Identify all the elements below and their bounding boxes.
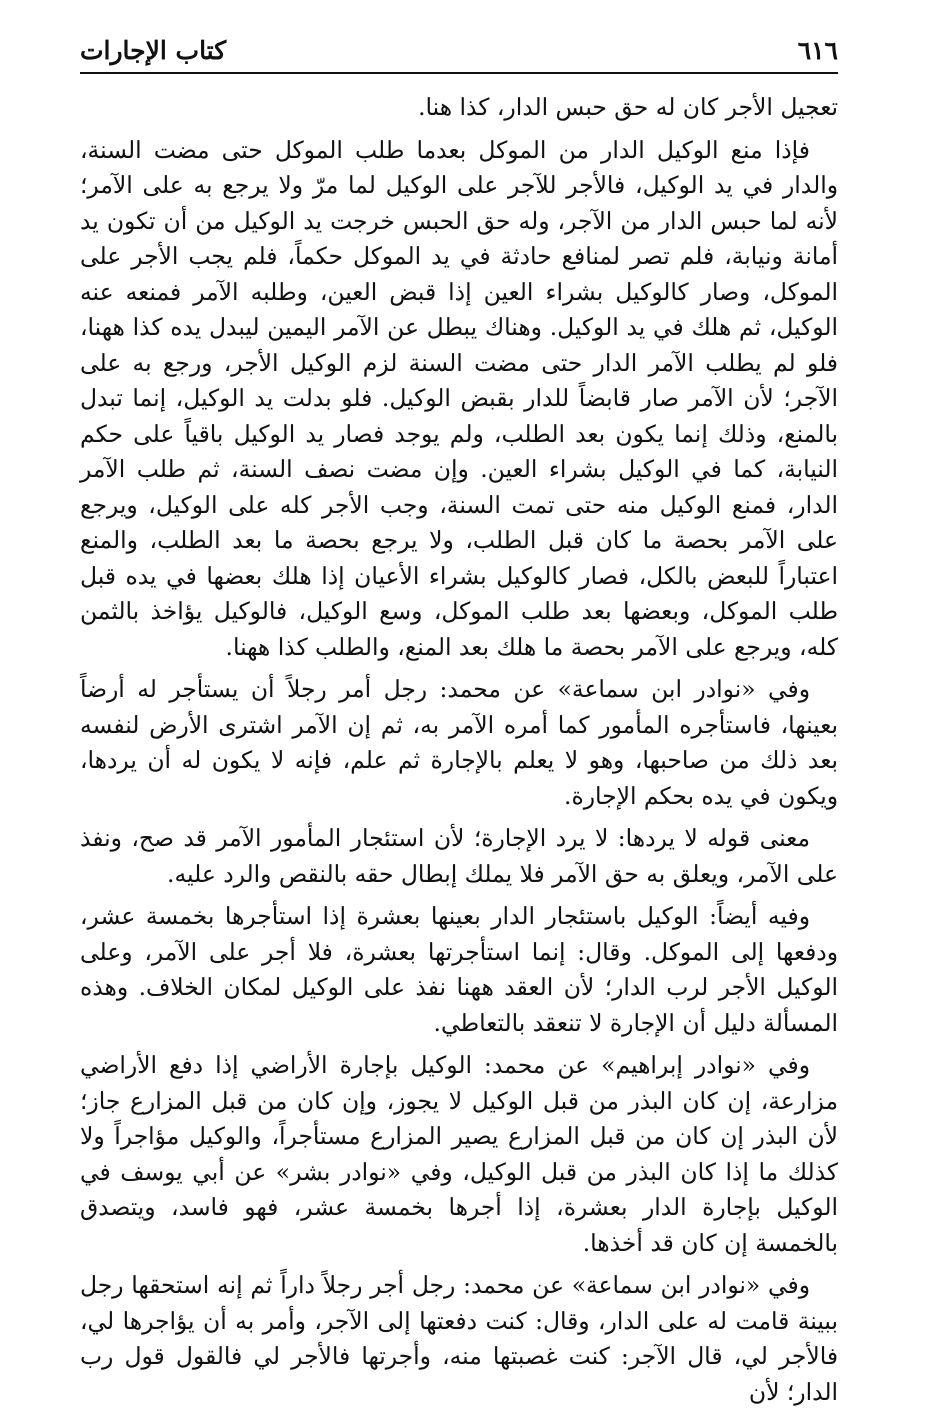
paragraph: وفي «نوادر ابن سماعة» عن محمد: رجل أجر رجلاً داراً ثم إنه استحقها رجل ببينة قامت له على الدار، وقال: كنت دفعتها إلى الآجر، وأمر به أن يؤاجرها لي، فالأجر لي، قال الآجر: كنت غصبتها منه، وأجرتها فالأجر لي فالقول قول رب الدار؛ لأن [80,1271,838,1406]
page-number: ٦١٦ [797,35,838,65]
paragraph: وفي «نوادر ابن سماعة» عن محمد: رجل أمر رجلاً أن يستأجر له أرضاً بعينها، فاستأجره المأمور كما أمره الآمر به، ثم إن الآمر اشترى الأرض لنفسه بعد ذلك من صاحبها، وهو لا يعلم بالإجارة ثم علم، فإنه لا يكون له أن يردها، ويكون في يده بحكم الإجارة. [80,675,838,810]
paragraph: وفي «نوادر إبراهيم» عن محمد: الوكيل بإجارة الأراضي إذا دفع الأراضي مزارعة، إن كان البذر من قبل الوكيل لا يجوز، وإن كان من قبل المزارع جاز؛ لأن البذر إن كان من قبل المزارع يصير المزارع مستأجراً، والوكيل مؤاجراً ولا كذلك ما إذا كان البذر من قبل الوكيل، وفي «نوادر بشر» عن أبي يوسف في الوكيل بإجارة الدار بعشرة، إذا أجرها بخمسة عشر، فهو فاسد، ويتصدق بالخمسة إن كان قد أخذها. [80,1051,838,1257]
page-header [80,28,838,74]
paragraph: وفيه أيضاً: الوكيل باستئجار الدار بعينها بعشرة إذا استأجرها بخمسة عشر، ودفعها إلى الموكل. وقال: إنما استأجرتها بعشرة، فلا أجر على الآمر، وعلى الوكيل الأجر لرب الدار؛ لأن العقد ههنا نفذ على الوكيل لمكان الخلاف. وهذه المسألة دليل أن الإجارة لا تنعقد بالتعاطي. [80,902,838,1037]
paragraph: فإذا منع الوكيل الدار من الموكل بعدما طلب الموكل حتى مضت السنة، والدار في يد الوكيل، فالأجر للآجر على الوكيل لما مرّ ولا يرجع به على الآمر؛ لأنه لما حبس الدار من الآجر، وله حق الحبس خرجت يد الوكيل من أن تكون يد أمانة ونيابة، فلم تصر لمنافع حادثة في يد الموكل حكماً، فلم يجب الأجر على الموكل، وصار كالوكيل بشراء العين إذا قبض العين، وطلبه الآمر فمنعه عنه الوكيل، ثم هلك في يد الوكيل. وهناك يبطل عن الآمر اليمين ليبدل يده كذا ههنا، فلو لم يطلب الآمر الدار حتى مضت السنة لزم الوكيل الأجر، ورجع به على الآجر؛ لأن الآمر صار قابضاً للدار بقبض الوكيل. فلو بدلت يد الوكيل، إنما تبدل بالمنع، وذلك إنما يكون بعد الطلب، ولم يوجد فصار يد الوكيل باقياً على حكم النيابة، كما في الوكيل بشراء العين. وإن مضت نصف السنة، ثم طلب الآمر الدار، فمنع الوكيل منه حتى تمت السنة، وجب الأجر كله على الوكيل، ويرجع على الآمر بحصة ما كان قبل الطلب، ولا يرجع بحصة ما بعد الطلب، والمنع اعتباراً للبعض بالكل، فصار كالوكيل بشراء الأعيان إذا هلك بعضها في يده قبل طلب الموكل، وبعضها بعد طلب الموكل، وسع الوكيل، فالوكيل يؤاخذ بالثمن كله، ويرجع على الآمر بحصة ما هلك بعد المنع، والطلب كذا ههنا. [80,135,838,661]
running-title: كتاب الإجارات [80,35,227,65]
page-body [80,90,838,1417]
paragraph: معنى قوله لا يردها: لا يرد الإجارة؛ لأن استئجار المأمور الآمر قد صح، ونفذ على الآمر، ويعلق به حق الآمر فلا يملك إبطال حقه بالنقص والرد عليه. [80,824,838,888]
paragraph: تعجيل الأجر كان له حق حبس الدار، كذا هنا. [418,93,838,121]
